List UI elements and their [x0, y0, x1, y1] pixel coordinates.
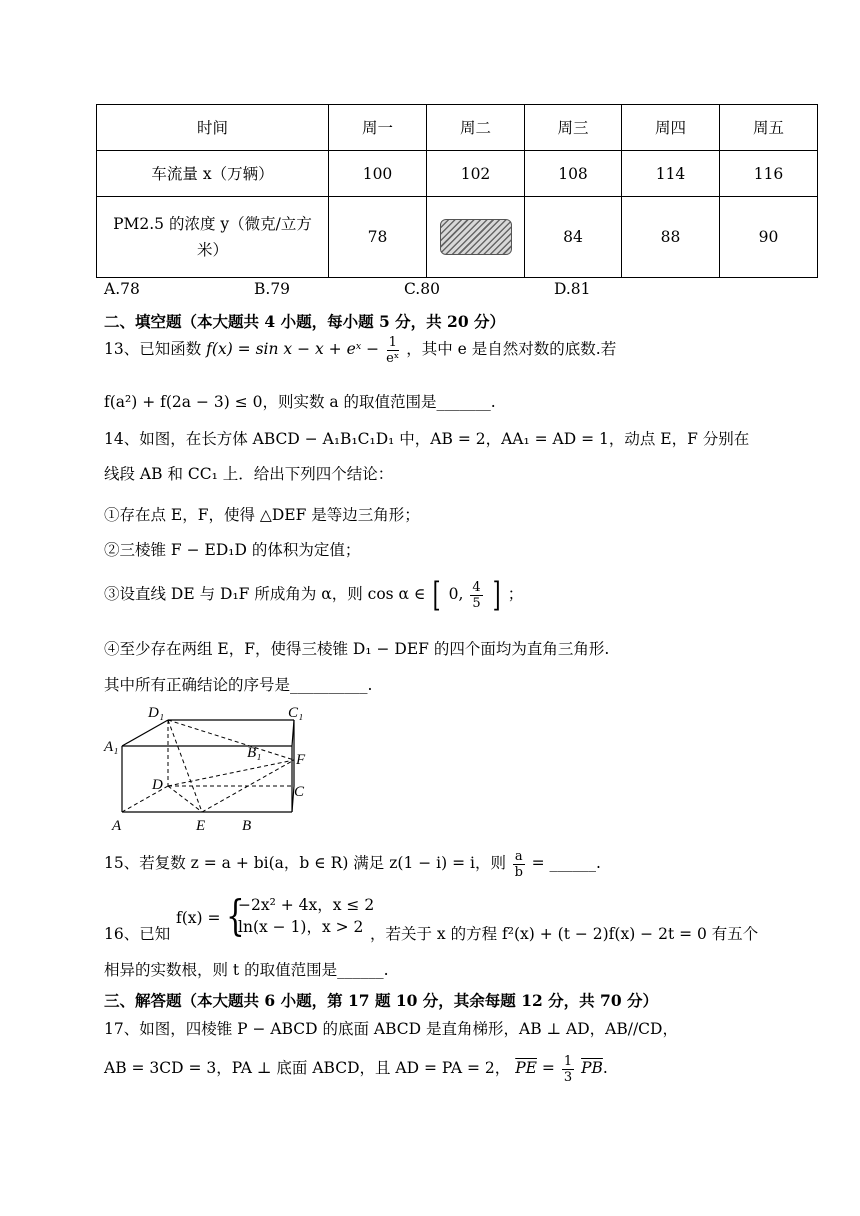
vector-PE: $\overline{PE}$: [515, 1059, 537, 1077]
frac-denominator: eˣ: [386, 350, 400, 366]
q13-prefix: 13、已知函数: [104, 340, 202, 358]
header-cell: 时间: [97, 105, 329, 151]
dashed-edges: [122, 720, 294, 812]
label-D1: D₁: [148, 705, 165, 721]
frac-numerator: a: [514, 848, 523, 864]
q13-suffix: ，其中 e 是自然对数的底数.若: [406, 340, 617, 358]
q14-line1: 14、如图，在长方体 ABCD − A₁B₁C₁D₁ 中，AB = 2，AA₁ = AD = 1，动点 E，F 分别在: [104, 430, 750, 448]
q15-answer-blank: = ______.: [531, 854, 601, 872]
frac-numerator: 1: [388, 334, 397, 350]
q17-line2: [104, 1052, 608, 1085]
table-cell: 88: [622, 197, 720, 278]
row-label: [97, 197, 329, 278]
q14-line2: 线段 AB 和 CC₁ 上．给出下列四个结论：: [104, 465, 394, 483]
q17-fraction: [562, 1054, 574, 1085]
table-cell: 90: [720, 197, 818, 278]
interval-fraction: [470, 580, 482, 611]
label-E: E: [196, 818, 206, 834]
q13-formula: f(x) = sin x − x + eˣ −: [206, 340, 380, 358]
table-cell: 84: [525, 197, 622, 278]
header-cell: 周三: [525, 105, 622, 151]
frac-denominator: 5: [472, 595, 481, 611]
piecewise-brace: {: [226, 891, 245, 940]
q15-text: 15、若复数 z = a + bi(a，b ∈ R) 满足 z(1 − i) = i，则: [104, 854, 506, 872]
equals-sign: =: [541, 1059, 555, 1077]
hidden-value-hatch: [440, 219, 512, 255]
table-cell: 78: [329, 197, 427, 278]
q14-conclusion-1: ①存在点 E，F，使得 △DEF 是等边三角形；: [104, 506, 420, 524]
frac-numerator: 4: [472, 579, 481, 595]
q14-question: 其中所有正确结论的序号是__________.: [104, 676, 373, 694]
q14-c3-end: ；: [507, 585, 524, 603]
label-B: B: [242, 818, 252, 834]
piecewise-lhs: f(x) =: [176, 909, 221, 927]
q15-line: [104, 847, 601, 880]
row-label: 车流量 x（万辆）: [97, 151, 329, 197]
table-cell: 116: [720, 151, 818, 197]
option-b: B.79: [254, 280, 291, 298]
frac-denominator: 3: [563, 1069, 573, 1085]
q13-fraction: [386, 335, 399, 366]
q16-line2: 相异的实数根，则 t 的取值范围是______.: [104, 961, 389, 979]
section-title: 二、填空题（本大题共 4 小题，每小题 5 分，共 20 分）: [104, 312, 506, 331]
right-bracket: ]: [492, 575, 501, 615]
vector-PB: $\overline{PB}$: [581, 1059, 603, 1077]
label-F: F: [296, 752, 306, 768]
piecewise-case-1: −2x² + 4x，x ≤ 2: [238, 896, 375, 914]
q16-suffix: ，若关于 x 的方程 f²(x) + (t − 2)f(x) − 2t = 0 有五个: [370, 925, 759, 943]
q14-c3-text: ③设直线 DE 与 D₁F 所成角为 α，则 cos α ∈: [104, 585, 426, 603]
option-d: D.81: [554, 280, 591, 298]
table-cell: 108: [525, 151, 622, 197]
q14-conclusion-3: [104, 575, 524, 615]
row-label-line: PM2.5 的浓度 y（微克/立方: [113, 215, 312, 233]
q15-fraction: [513, 849, 525, 880]
q13-line1: [104, 333, 616, 366]
label-C: C: [294, 784, 305, 800]
q17-text: AB = 3CD = 3，PA ⊥ 底面 ABCD，且 AD = PA = 2，: [104, 1059, 511, 1077]
q14-conclusion-2: ②三棱锥 F − ED₁D 的体积为定值；: [104, 541, 361, 559]
option-c: C.80: [404, 280, 440, 298]
section-title: 三、解答题（本大题共 6 小题，第 17 题 10 分，其余每题 12 分，共 70 分）: [104, 991, 659, 1010]
option-a: A.78: [104, 280, 140, 298]
frac-denominator: b: [514, 864, 523, 880]
data-table: [96, 104, 818, 278]
header-cell: 周四: [622, 105, 720, 151]
table-row: [97, 151, 818, 197]
table-cell: 100: [329, 151, 427, 197]
table-cell: 114: [622, 151, 720, 197]
period: .: [602, 1059, 608, 1077]
q17-line1: 17、如图，四棱锥 P − ABCD 的底面 ABCD 是直角梯形，AB ⊥ AD，AB//CD，: [104, 1020, 678, 1038]
solid-edges: [122, 720, 294, 812]
piecewise-case-2: ln(x − 1)，x > 2: [238, 918, 364, 936]
label-A1: A₁: [104, 739, 119, 755]
left-bracket: [: [433, 575, 441, 615]
q13-line2: f(a²) + f(2a − 3) ≤ 0，则实数 a 的取值范围是_______.: [104, 393, 496, 411]
header-cell: 周二: [427, 105, 525, 151]
header-cell: 周五: [720, 105, 818, 151]
header-cell: 周一: [329, 105, 427, 151]
frac-numerator: 1: [563, 1053, 573, 1069]
row-label-line: 米）: [196, 241, 228, 259]
table-row: [97, 197, 818, 278]
label-D: D: [152, 777, 163, 793]
cuboid-figure: [100, 700, 320, 834]
table-cell: 102: [427, 151, 525, 197]
label-B1: B₁: [247, 745, 262, 761]
q14-conclusion-4: ④至少存在两组 E，F，使得三棱锥 D₁ − DEF 的四个面均为直角三角形.: [104, 640, 610, 658]
label-A: A: [112, 818, 122, 834]
table-header-row: [97, 105, 818, 151]
table-cell: [427, 197, 525, 278]
q16-prefix: 16、已知: [104, 925, 171, 943]
interval-start: 0,: [448, 585, 464, 603]
label-C1: C₁: [288, 705, 304, 721]
